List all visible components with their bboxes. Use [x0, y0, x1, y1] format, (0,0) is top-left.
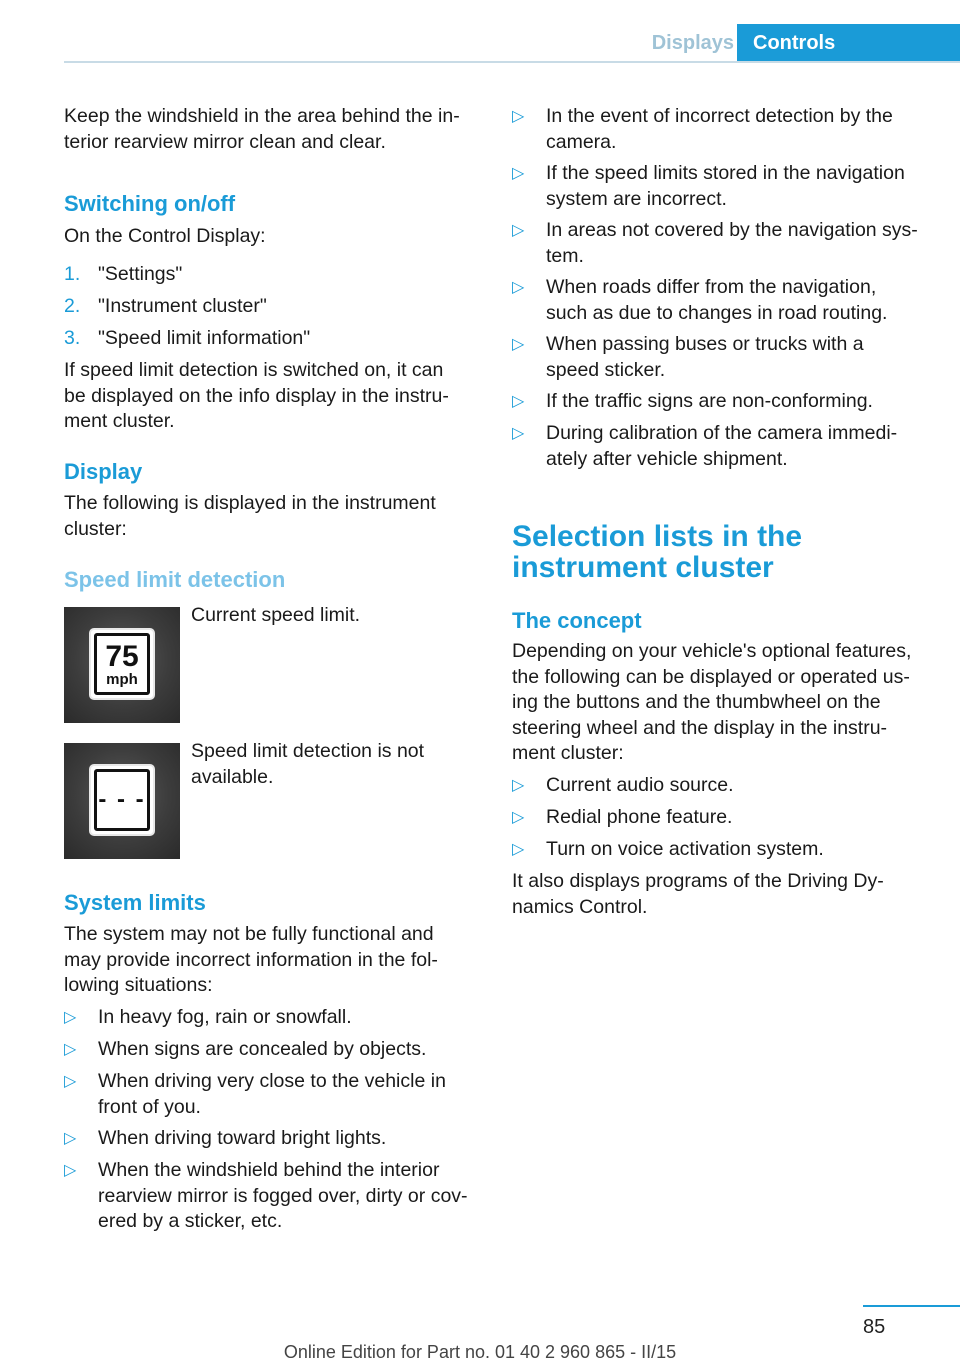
- text-line: Keep the windshield in the area behind the in‐: [64, 105, 460, 127]
- list-item: [512, 389, 932, 421]
- text-line: ered by a sticker, etc.: [98, 1210, 283, 1232]
- step-item: [64, 262, 484, 294]
- concept-after: [512, 869, 952, 920]
- list-item: [64, 1005, 484, 1037]
- text-line: When roads differ from the navigation,: [546, 276, 877, 298]
- text-line: ment cluster:: [512, 742, 624, 764]
- display-lead: [64, 491, 484, 542]
- text-line: When passing buses or trucks with a: [546, 333, 864, 355]
- text-line: Turn on voice activation system.: [546, 838, 824, 860]
- text-line: tem.: [546, 244, 584, 267]
- step-number: 1.: [64, 263, 81, 285]
- text-line: ately after vehicle shipment.: [546, 447, 788, 470]
- triangle-bullet-icon: ▷: [512, 809, 525, 826]
- step-text: "Settings": [98, 263, 183, 285]
- text-line: When driving toward bright lights.: [98, 1127, 387, 1149]
- triangle-bullet-icon: ▷: [512, 279, 525, 296]
- triangle-bullet-icon: ▷: [64, 1041, 77, 1058]
- step-text: "Instrument cluster": [98, 295, 267, 317]
- tab-displays[interactable]: Displays: [651, 32, 734, 54]
- title-line: Selection lists in the: [512, 520, 803, 553]
- heading-display: Display: [64, 459, 143, 484]
- text-line: If speed limit detection is switched on, it can: [64, 359, 444, 381]
- text-line: Speed limit detection is not: [191, 740, 425, 762]
- heading-speed-limit-detection: Speed limit detection: [64, 567, 286, 592]
- list-item: [512, 837, 932, 869]
- intro-paragraph: [64, 104, 484, 155]
- footer-edition: Online Edition for Part no. 01 40 2 960 865 - II/15: [283, 1342, 677, 1362]
- text-line: front of you.: [98, 1095, 201, 1118]
- speed-limit-75-icon: [64, 607, 180, 723]
- text-line: When driving very close to the vehicle in: [98, 1070, 446, 1092]
- text-line: In the event of incorrect detection by the: [546, 105, 893, 127]
- text-line: Redial phone feature.: [546, 806, 733, 828]
- text-line: steering wheel and the display in the instru‐: [512, 716, 888, 739]
- text-line: If the speed limits stored in the navigation: [546, 162, 905, 184]
- list-item: [512, 332, 932, 389]
- text-line: rearview mirror is fogged over, dirty or cov‐: [98, 1184, 468, 1207]
- switching-after: [64, 358, 484, 435]
- step-number: 2.: [64, 295, 81, 317]
- text-line: Depending on your vehicle's optional features,: [512, 640, 912, 662]
- text-line: When signs are concealed by objects.: [98, 1038, 427, 1060]
- text-line: ing the buttons and the thumbwheel on the: [512, 691, 881, 713]
- list-item: [64, 1158, 484, 1240]
- step-item: [64, 294, 484, 326]
- sign-unit: mph: [106, 671, 138, 688]
- list-item: [512, 421, 932, 478]
- text-line: may provide incorrect information in the fol‐: [64, 948, 438, 971]
- triangle-bullet-icon: ▷: [64, 1009, 77, 1026]
- text-line: The following is displayed in the instrument: [64, 492, 436, 514]
- heading-switching: Switching on/off: [64, 191, 236, 216]
- text-line: ment cluster.: [64, 410, 175, 432]
- text-line: be displayed on the info display in the instru‐: [64, 384, 449, 407]
- header-rule: [64, 61, 960, 63]
- heading-system-limits: System limits: [64, 890, 206, 915]
- triangle-bullet-icon: ▷: [512, 222, 525, 239]
- sign1-caption: Current speed limit.: [191, 604, 361, 626]
- steps-list: [64, 262, 484, 358]
- list-item: [64, 1069, 484, 1126]
- concept-list: [512, 773, 932, 869]
- speed-limit-unavailable-icon: [64, 743, 180, 859]
- triangle-bullet-icon: ▷: [512, 108, 525, 125]
- text-line: available.: [191, 765, 274, 788]
- triangle-bullet-icon: ▷: [512, 393, 525, 410]
- sign-dashes: - - -: [98, 786, 146, 813]
- section-title: [512, 521, 952, 583]
- text-line: lowing situations:: [64, 974, 213, 996]
- list-item: [64, 1037, 484, 1069]
- text-line: It also displays programs of the Driving Dy‐: [512, 870, 884, 892]
- text-line: If the traffic signs are non-conforming.: [546, 390, 873, 412]
- step-number: 3.: [64, 327, 81, 349]
- text-line: Current audio source.: [546, 774, 734, 796]
- title-line: instrument cluster: [512, 551, 774, 584]
- text-line: speed sticker.: [546, 358, 666, 381]
- text-line: During calibration of the camera immedi‐: [546, 422, 898, 444]
- triangle-bullet-icon: ▷: [512, 425, 525, 442]
- text-line: terior rearview mirror clean and clear.: [64, 130, 386, 153]
- sign-border: [94, 769, 150, 831]
- list-item: [64, 1126, 484, 1158]
- list-item: [512, 161, 932, 218]
- footer-rule: [863, 1305, 960, 1307]
- step-item: [64, 326, 484, 358]
- text-line: In heavy fog, rain or snowfall.: [98, 1006, 352, 1028]
- triangle-bullet-icon: ▷: [512, 165, 525, 182]
- text-line: system are incorrect.: [546, 187, 727, 210]
- heading-the-concept: The concept: [512, 608, 642, 633]
- list-item: [512, 773, 932, 805]
- step-text: "Speed limit information": [98, 327, 311, 349]
- triangle-bullet-icon: ▷: [64, 1130, 77, 1147]
- text-line: When the windshield behind the interior: [98, 1159, 440, 1181]
- sign-plate: [89, 628, 155, 700]
- triangle-bullet-icon: ▷: [512, 336, 525, 353]
- triangle-bullet-icon: ▷: [64, 1162, 77, 1179]
- limits-continued-list: [512, 104, 932, 478]
- text-line: the following can be displayed or operated us‐: [512, 665, 910, 688]
- text-line: such as due to changes in road routing.: [546, 301, 888, 324]
- sign-value: 75: [105, 640, 139, 673]
- triangle-bullet-icon: ▷: [512, 841, 525, 858]
- switching-lead: On the Control Display:: [64, 225, 266, 247]
- sign-border: [94, 633, 150, 695]
- concept-lead: [512, 639, 952, 767]
- system-limits-lead: [64, 922, 484, 999]
- sign-plate: [89, 764, 155, 836]
- system-limits-list: [64, 1005, 484, 1240]
- triangle-bullet-icon: ▷: [64, 1073, 77, 1090]
- list-item: [512, 218, 932, 275]
- triangle-bullet-icon: ▷: [512, 777, 525, 794]
- list-item: [512, 104, 932, 161]
- text-line: camera.: [546, 130, 617, 153]
- tab-controls[interactable]: Controls: [737, 24, 960, 61]
- sign2-caption: [191, 739, 481, 790]
- text-line: namics Control.: [512, 895, 648, 918]
- list-item: [512, 275, 932, 332]
- text-line: In areas not covered by the navigation sys‐: [546, 219, 918, 241]
- page-number: 85: [863, 1316, 886, 1338]
- list-item: [512, 805, 932, 837]
- text-line: The system may not be fully functional and: [64, 923, 434, 945]
- text-line: cluster:: [64, 517, 127, 540]
